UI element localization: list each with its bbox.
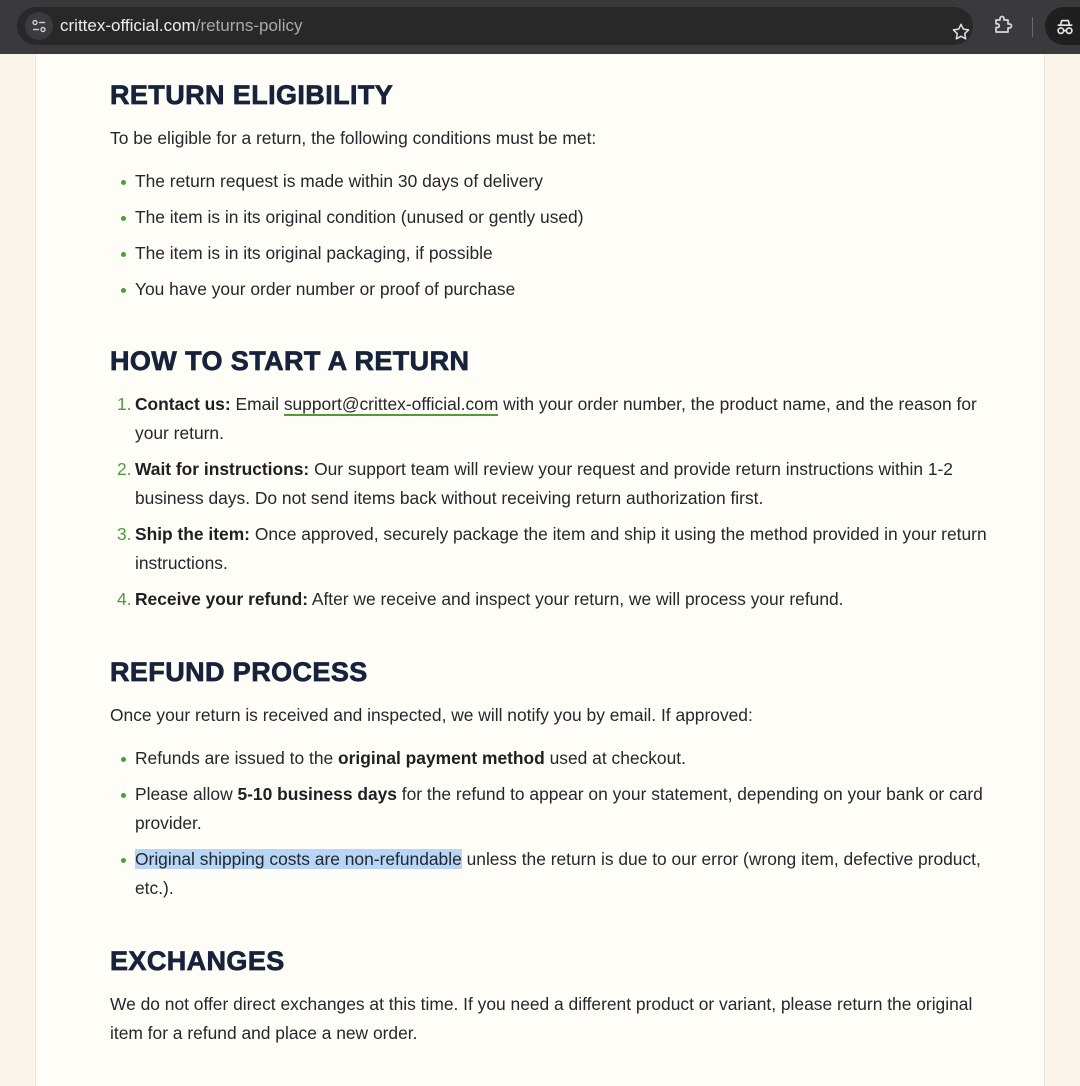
url-text[interactable] [60, 16, 302, 36]
site-info-icon[interactable] [25, 12, 53, 40]
list-item [110, 167, 990, 196]
list-item [110, 744, 990, 773]
step-text: Email [230, 394, 284, 414]
list-item-text: The item is in its original packaging, if possible [135, 243, 493, 263]
refund-list [110, 744, 990, 903]
refund-intro: Once your return is received and inspected, we will notify you by email. If approved: [110, 705, 753, 725]
section-heading-refund: REFUND PROCESS [110, 657, 368, 687]
url-host: crittex-official.com [60, 16, 196, 35]
eligibility-list [110, 167, 990, 304]
extensions-icon[interactable] [991, 13, 1015, 37]
bullet-icon [121, 288, 126, 293]
policy-card [35, 54, 1045, 1086]
list-item [110, 390, 990, 448]
step-number: 2. [117, 459, 132, 479]
step-title: Ship the item: [135, 524, 250, 544]
step-text: Our support team will review your request and provide return instructions within 1-2 business days. Do not send items back without receiving return authorization first. [135, 459, 953, 508]
incognito-icon [1054, 16, 1076, 38]
step-number: 1. [117, 394, 132, 414]
bullet-icon [121, 180, 126, 185]
step-title: Contact us: [135, 394, 231, 414]
support-email-link[interactable]: support@crittex-official.com [283, 394, 499, 414]
exchanges-text: We do not offer direct exchanges at this time. If you need a different product or variant, please return the original item for a refund and place a new order. [110, 994, 973, 1043]
step-title: Wait for instructions: [135, 459, 310, 479]
step-text: with your order number, the product name, and the reason for your return. [135, 394, 977, 443]
list-item [110, 520, 990, 578]
step-title: Receive your refund: [135, 589, 308, 609]
step-text: Once approved, securely package the item and ship it using the method provided in your return instructions. [135, 524, 987, 573]
bullet-icon [121, 252, 126, 257]
url-path: /returns-policy [195, 16, 303, 35]
list-item-text: The return request is made within 30 days of delivery [135, 171, 543, 191]
list-item-bold: original payment method [338, 748, 545, 768]
list-item-text: Refunds are issued to the [135, 748, 339, 768]
step-text: After we receive and inspect your return, we will process your refund. [308, 589, 844, 609]
bullet-icon [121, 793, 126, 798]
section-heading-exchanges: EXCHANGES [110, 946, 285, 976]
bullet-icon [121, 858, 126, 863]
list-item [110, 203, 990, 232]
section-heading-how-to: HOW TO START A RETURN [110, 346, 470, 376]
return-steps-list [110, 390, 990, 614]
list-item [110, 780, 990, 838]
address-bar[interactable] [17, 7, 973, 45]
list-item-bold: 5-10 business days [237, 784, 397, 804]
toolbar-divider [1032, 17, 1033, 37]
list-item-text: used at checkout. [544, 748, 686, 768]
list-item [110, 585, 990, 614]
list-item [110, 455, 990, 513]
list-item-text: for the refund to appear on your statement, depending on your bank or card provider. [135, 784, 983, 833]
selected-text[interactable]: Original shipping costs are non-refundable [135, 849, 462, 869]
step-number: 3. [117, 524, 132, 544]
browser-toolbar [0, 0, 1080, 54]
star-icon[interactable] [951, 22, 971, 42]
list-item-text: unless the return is due to our error (wrong item, defective product, etc.). [135, 849, 981, 898]
list-item [110, 845, 990, 903]
list-item-text: Please allow [135, 784, 238, 804]
bullet-icon [121, 757, 126, 762]
section-heading-eligibility: RETURN ELIGIBILITY [110, 80, 394, 110]
list-item-text: The item is in its original condition (unused or gently used) [135, 207, 584, 227]
list-item-text: You have your order number or proof of purchase [135, 279, 516, 299]
profile-button[interactable] [1045, 7, 1080, 45]
eligibility-intro: To be eligible for a return, the following conditions must be met: [110, 128, 597, 148]
list-item [110, 275, 990, 304]
list-item [110, 239, 990, 268]
step-number: 4. [117, 589, 132, 609]
bullet-icon [121, 216, 126, 221]
